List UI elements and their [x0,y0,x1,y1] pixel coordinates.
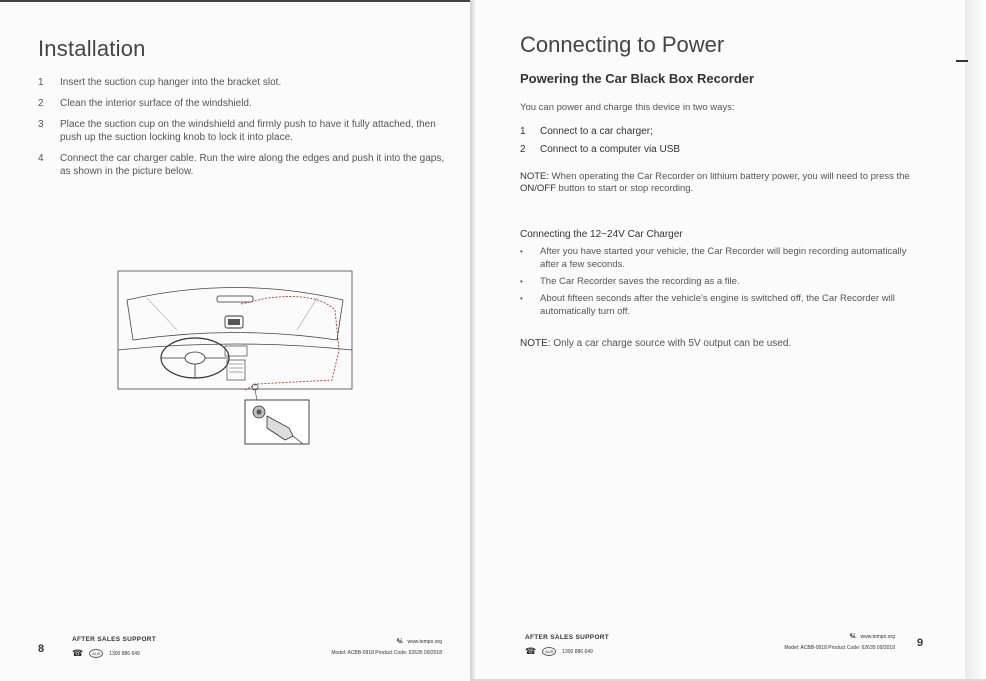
website-url: www.tempo.org [860,634,895,640]
bullet-text: The Car Recorder saves the recording as a file. [540,276,740,287]
step-2 [38,97,448,110]
model-product-code: Model: ACBB-0918 Product Code: 62635 09/2018 [784,645,895,651]
bullet-text: After you have started your vehicle, the Car Recorder will begin recording automatically after a few seconds. [540,246,907,270]
right-footer-model [701,633,895,651]
note-text-b: button to start or stop recording. [555,183,694,194]
left-footer-support [72,636,156,659]
left-footer-model [250,638,442,656]
step-number: 3 [38,119,44,130]
step-number: 2 [38,98,44,109]
power-options-list [520,126,680,162]
bullet-icon: • [520,294,523,303]
bullet-text: About fifteen seconds after the vehicle's engine is switched off, the Car Recorder will automatically turn off. [540,293,895,317]
installation-title: Installation [38,36,146,61]
power-option-1 [520,126,680,137]
support-contact [525,646,609,657]
installation-steps [38,76,448,186]
after-sales-support-label: AFTER SALES SUPPORT [72,636,157,643]
car-charger-heading: Connecting the 12~24V Car Charger [520,229,683,240]
battery-note [520,171,930,195]
output-note [520,338,791,349]
right-page [475,0,965,679]
page-edge [965,0,986,679]
telephone-icon: ☎ [72,648,84,658]
telephone-icon: ☎ [525,646,537,656]
bullet-item [520,245,925,271]
intro-text: You can power and charge this device in two ways: [520,102,735,113]
bullet-icon: • [520,277,523,286]
step-3 [38,118,448,144]
aus-badge: AUS [89,649,103,658]
model-product-code: Model: ACBB-0918 Product Code: 62635 09/2018 [331,650,442,656]
note-text-a: When operating the Car Recorder on lithium battery power, you will need to press the [549,171,910,182]
computer-icon: 🖳 [396,638,404,644]
step-text: Insert the suction cup hanger into the bracket slot. [60,77,282,88]
computer-icon: 🖳 [849,633,857,639]
website-line [701,633,895,641]
left-page [0,0,470,681]
step-number: 1 [38,77,44,88]
option-text: Connect to a car charger; [540,126,653,137]
option-text: Connect to a computer via USB [540,144,681,155]
support-contact [72,648,156,659]
step-1 [38,76,448,89]
note-label: NOTE: [520,171,550,182]
bullet-item [520,275,925,288]
support-phone-number: 1300 886 649 [109,650,140,657]
connecting-power-title: Connecting to Power [520,32,725,57]
right-footer-support [525,634,609,657]
website-line [250,638,442,646]
after-sales-support-label: AFTER SALES SUPPORT [525,634,610,641]
page-number-left: 8 [38,643,45,655]
page-number-right: 9 [917,637,924,649]
note-label: NOTE: [520,338,551,349]
option-number: 2 [520,144,526,155]
step-number: 4 [38,153,44,164]
option-number: 1 [520,126,526,137]
bullet-icon: • [520,247,523,256]
car-interior-illustration [117,270,353,448]
bullet-item [520,292,925,318]
step-text: Connect the car charger cable. Run the wire along the edges and push it into the gaps, as shown in the picture below. [60,153,445,177]
step-text: Clean the interior surface of the windshield. [60,98,252,109]
on-off-button-label: ON/OFF [520,183,556,194]
step-text: Place the suction cup on the windshield and firmly push to have it fully attached, then push up the suction locking knob to lock it into place. [60,119,436,143]
step-4 [38,152,448,178]
power-option-2 [520,144,680,155]
aus-badge: AUS [542,647,556,656]
note-text: Only a car charge source with 5V output can be used. [550,338,792,349]
charger-bullet-list [520,245,925,322]
section-subtitle: Powering the Car Black Box Recorder [520,71,755,86]
edge-mark [956,60,968,62]
support-phone-number: 1300 886 649 [562,648,593,655]
website-url: www.tempo.org [407,639,442,645]
